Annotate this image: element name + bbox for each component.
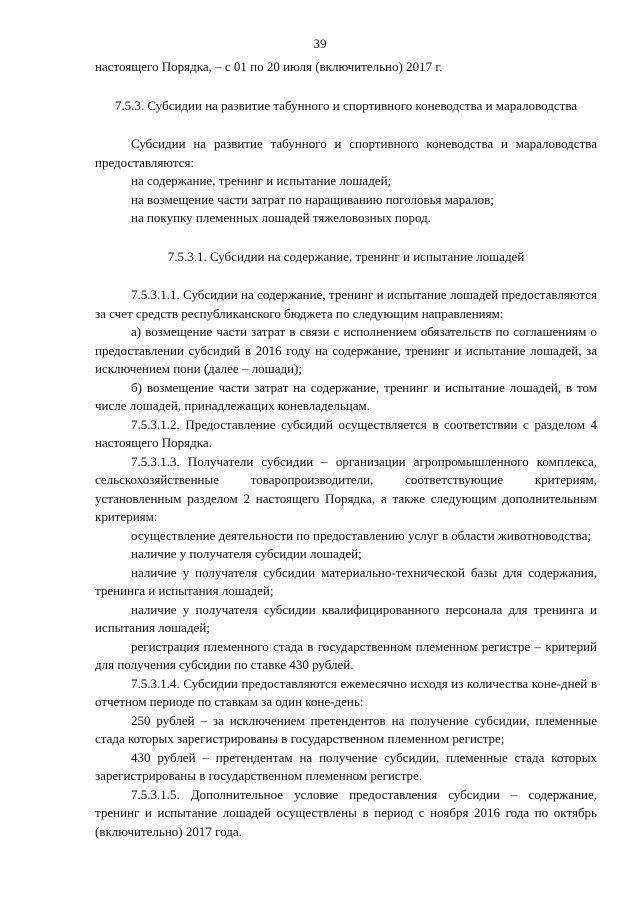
criterion-horses: наличие у получателя субсидии лошадей;	[131, 546, 362, 561]
para-7-5-3-1-2: 7.5.3.1.2. Предоставление субсидий осуществляется в соответствии с разделом 4 настоящего Порядка.	[95, 416, 597, 450]
criterion-staff: наличие у получателя субсидии квалифицированного персонала для тренинга и испытания лошадей;	[95, 601, 597, 635]
para-item-a: а) возмещение части затрат в связи с исполнением обязательств по соглашениям о предоставлении субсидий в 2016 году на содержание, тренинг и испытание лошадей, за исключением пони (далее – лошади);	[95, 324, 597, 376]
page-number: 39	[313, 36, 327, 51]
para-7-5-3-1-4: 7.5.3.1.4. Субсидии предоставляются ежемесячно исходя из количества коне-дней в отчетном периоде по ставкам за один коне-день:	[95, 675, 597, 709]
item-maintenance: на содержание, тренинг и испытание лошадей;	[131, 173, 392, 188]
criterion-activity: осуществление деятельности по предоставлению услуг в области животноводства;	[131, 527, 591, 543]
para-7-5-3-1-3: 7.5.3.1.3. Получатели субсидии – организации агропромышленного комплекса, сельскохозяйственные товаропроизводители, соответствующие критериям, установленным разделом 2 настоящего Порядка, а также следующим дополнительным критериям:	[95, 453, 597, 524]
item-marals: на возмещение части затрат по наращиванию поголовья маралов;	[131, 191, 494, 207]
intro-line: настоящего Порядка, – с 01 по 20 июля (включительно) 2017 г.	[95, 59, 443, 74]
paragraph-spacer	[95, 228, 597, 248]
para-provided: Субсидии на развитие табунного и спортивного коневодства и мараловодства предоставляются:	[95, 136, 597, 170]
paragraph-spacer	[95, 115, 597, 135]
rate-250: 250 рублей – за исключением претендентов на получение субсидии, племенные стада которых зарегистрированы в государственном племенном регистре;	[95, 712, 597, 746]
paragraph-spacer	[95, 77, 597, 97]
paragraph-spacer	[95, 266, 597, 286]
heading-7-5-3-1: 7.5.3.1. Субсидии на содержание, тренинг и испытание лошадей	[167, 248, 525, 264]
para-7-5-3-1-1: 7.5.3.1.1. Субсидии на содержание, тренинг и испытание лошадей предоставляются за счет средств республиканского бюджета по следующим направлениям:	[95, 287, 597, 321]
rate-430: 430 рублей – претендентам на получение субсидии, племенные стада которых зарегистрированы в государственном племенном регистре.	[95, 749, 597, 783]
criterion-base: наличие у получателя субсидии материально-технической базы для содержания, тренинга и испытания лошадей;	[95, 564, 597, 598]
para-7-5-3-1-5: 7.5.3.1.5. Дополнительное условие предоставления субсидии – содержание, тренинг и испытание лошадей осуществлены в период с ноября 2016 года по октябрь (включительно) 2017 года.	[95, 786, 597, 839]
item-horses: на покупку племенных лошадей тяжеловозных пород.	[131, 210, 432, 225]
heading-7-5-3: 7.5.3. Субсидии на развитие табунного и спортивного коневодства и мараловодства	[114, 97, 578, 113]
para-item-b: б) возмещение части затрат на содержание, тренинг и испытание лошадей, в том числе лошадей, принадлежащих коневладельцам.	[95, 379, 597, 413]
criterion-registry: регистрация племенного стада в государственном племенном регистре – критерий для получения субсидии по ставке 430 рублей.	[95, 638, 597, 672]
document-body	[95, 58, 597, 841]
